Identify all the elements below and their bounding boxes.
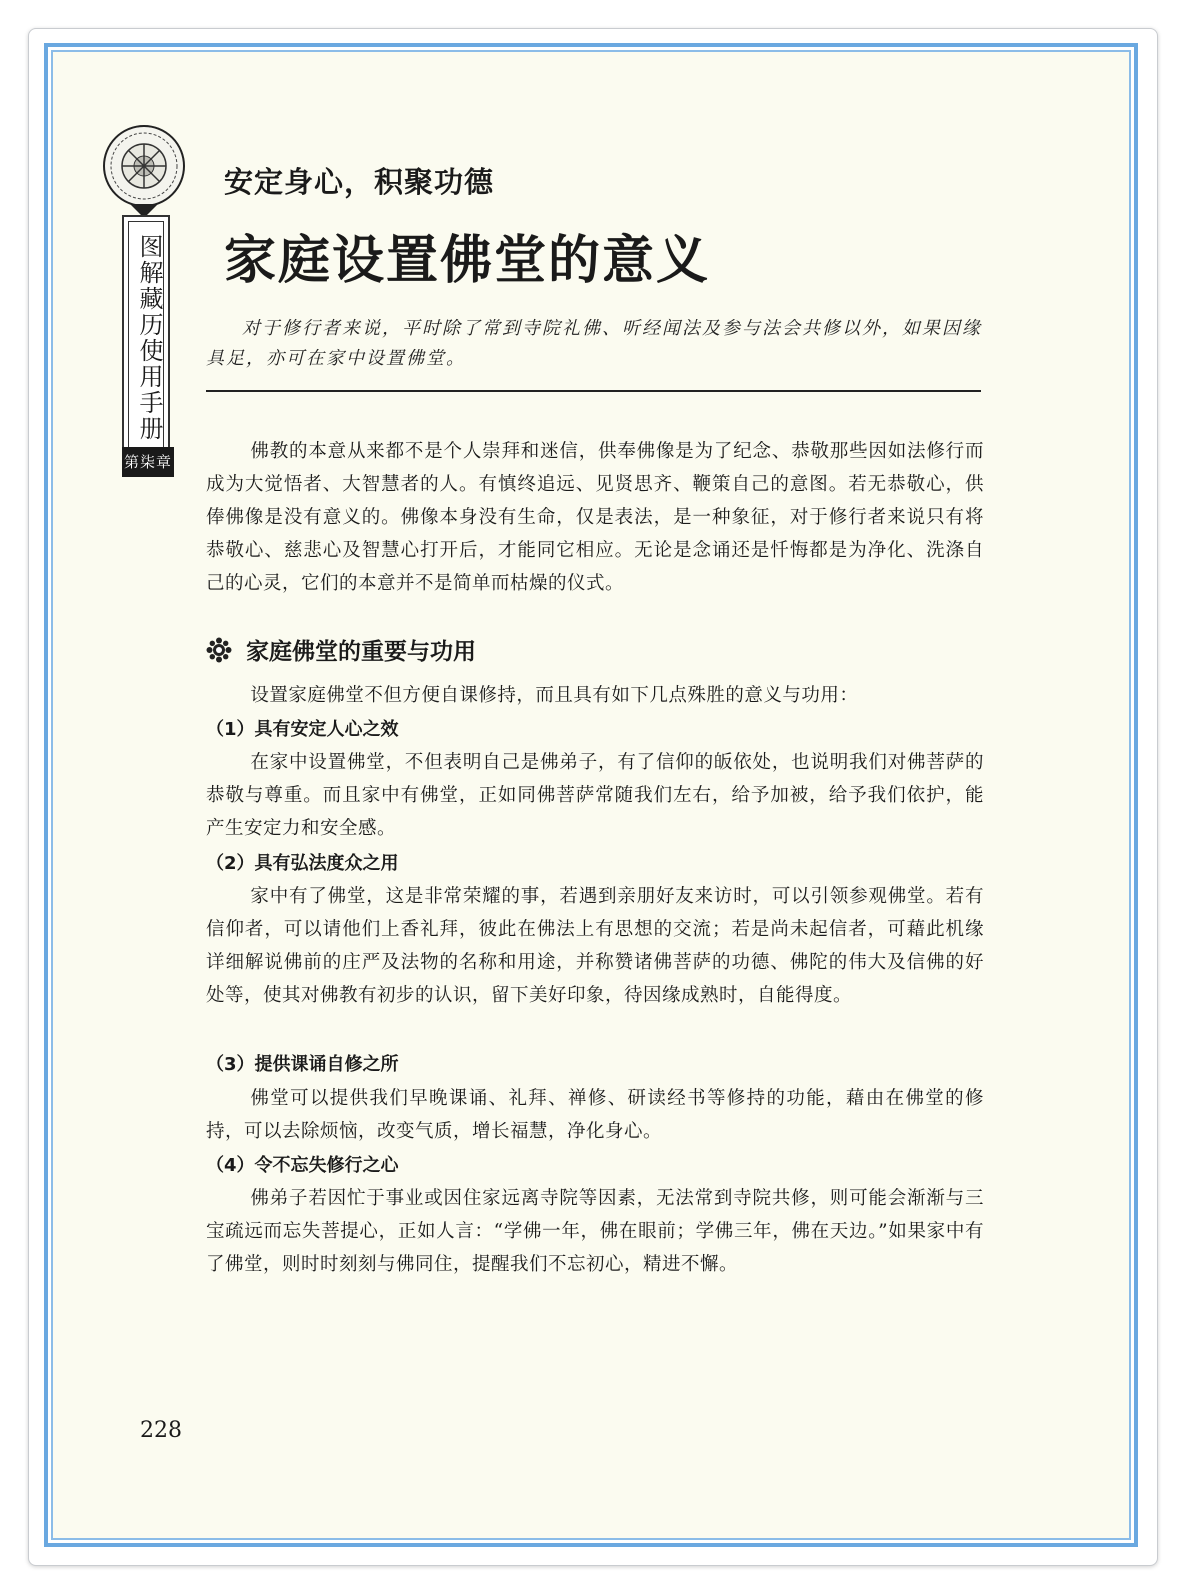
dharma-wheel-emblem-icon [100,122,188,222]
flower-ornament-icon [206,637,232,663]
item-heading-1: （1）具有安定人心之效 [206,719,399,740]
item-text-1: 在家中设置佛堂，不但表明自己是佛弟子，有了信仰的皈依处，也说明我们对佛菩萨的恭敬与尊重。而且家中有佛堂，正如同佛菩萨常随我们左右，给予加被，给予我们依护，能产生安定力和安全感。 [206,752,984,839]
item-text-4: 佛弟子若因忙于事业或因住家远离寺院等因素，无法常到寺院共修，则可能会渐渐与三宝疏远而忘失菩提心，正如人言：“学佛一年，佛在眼前；学佛三年，佛在天边。”如果家中有了佛堂，则时时刻刻与佛同住，提醒我们不忘初心，精进不懈。 [206,1188,984,1275]
item-text-2: 家中有了佛堂，这是非常荣耀的事，若遇到亲朋好友来访时，可以引领参观佛堂。若有信仰者，可以请他们上香礼拜，彼此在佛法上有思想的交流；若是尚未起信者，可藉此机缘详细解说佛前的庄严及法物的名称和用途，并称赞诸佛菩萨的功德、佛陀的伟大及信佛的好处等，使其对佛教有初步的认识，留下美好印象，待因缘成熟时，自能得度。 [206,886,984,1006]
title-divider [206,390,981,392]
intro-paragraph: 对于修行者来说，平时除了常到寺院礼佛、听经闻法及参与法会共修以外，如果因缘具足，亦可在家中设置佛堂。 [206,318,982,369]
body-paragraph-1: 佛教的本意从来都不是个人崇拜和迷信，供奉佛像是为了纪念、恭敬那些因如法修行而成为大觉悟者、大智慧者的人。有慎终追远、见贤思齐、鞭策自己的意图。若无恭敬心，供俸佛像是没有意义的。佛像本身没有生命，仅是表法，是一种象征，对于修行者来说只有将恭敬心、慈悲心及智慧心打开后，才能同它相应。无论是念诵还是忏悔都是为净化、洗涤自己的心灵，它们的本意并不是简单而枯燥的仪式。 [206,441,984,594]
section-title: 家庭佛堂的重要与功用 [246,639,476,665]
chapter-tag: 第柒章 [122,447,174,477]
page-title: 家庭设置佛堂的意义 [224,230,711,291]
section-heading [206,633,476,666]
book-title-text: 图解藏历使用手册 [128,221,164,449]
section-intro: 设置家庭佛堂不但方便自课修持，而且具有如下几点殊胜的意义与功用： [250,685,859,706]
item-heading-4: （4）令不忘失修行之心 [206,1155,399,1176]
page-number: 228 [140,1418,182,1443]
book-title-vertical [122,215,170,455]
item-text-3: 佛堂可以提供我们早晚课诵、礼拜、禅修、研读经书等修持的功能，藉由在佛堂的修持，可以去除烦恼，改变气质，增长福慧，净化身心。 [206,1088,984,1142]
page-subtitle: 安定身心，积聚功德 [224,165,495,199]
item-heading-2: （2）具有弘法度众之用 [206,853,399,874]
item-heading-3: （3）提供课诵自修之所 [206,1054,399,1075]
